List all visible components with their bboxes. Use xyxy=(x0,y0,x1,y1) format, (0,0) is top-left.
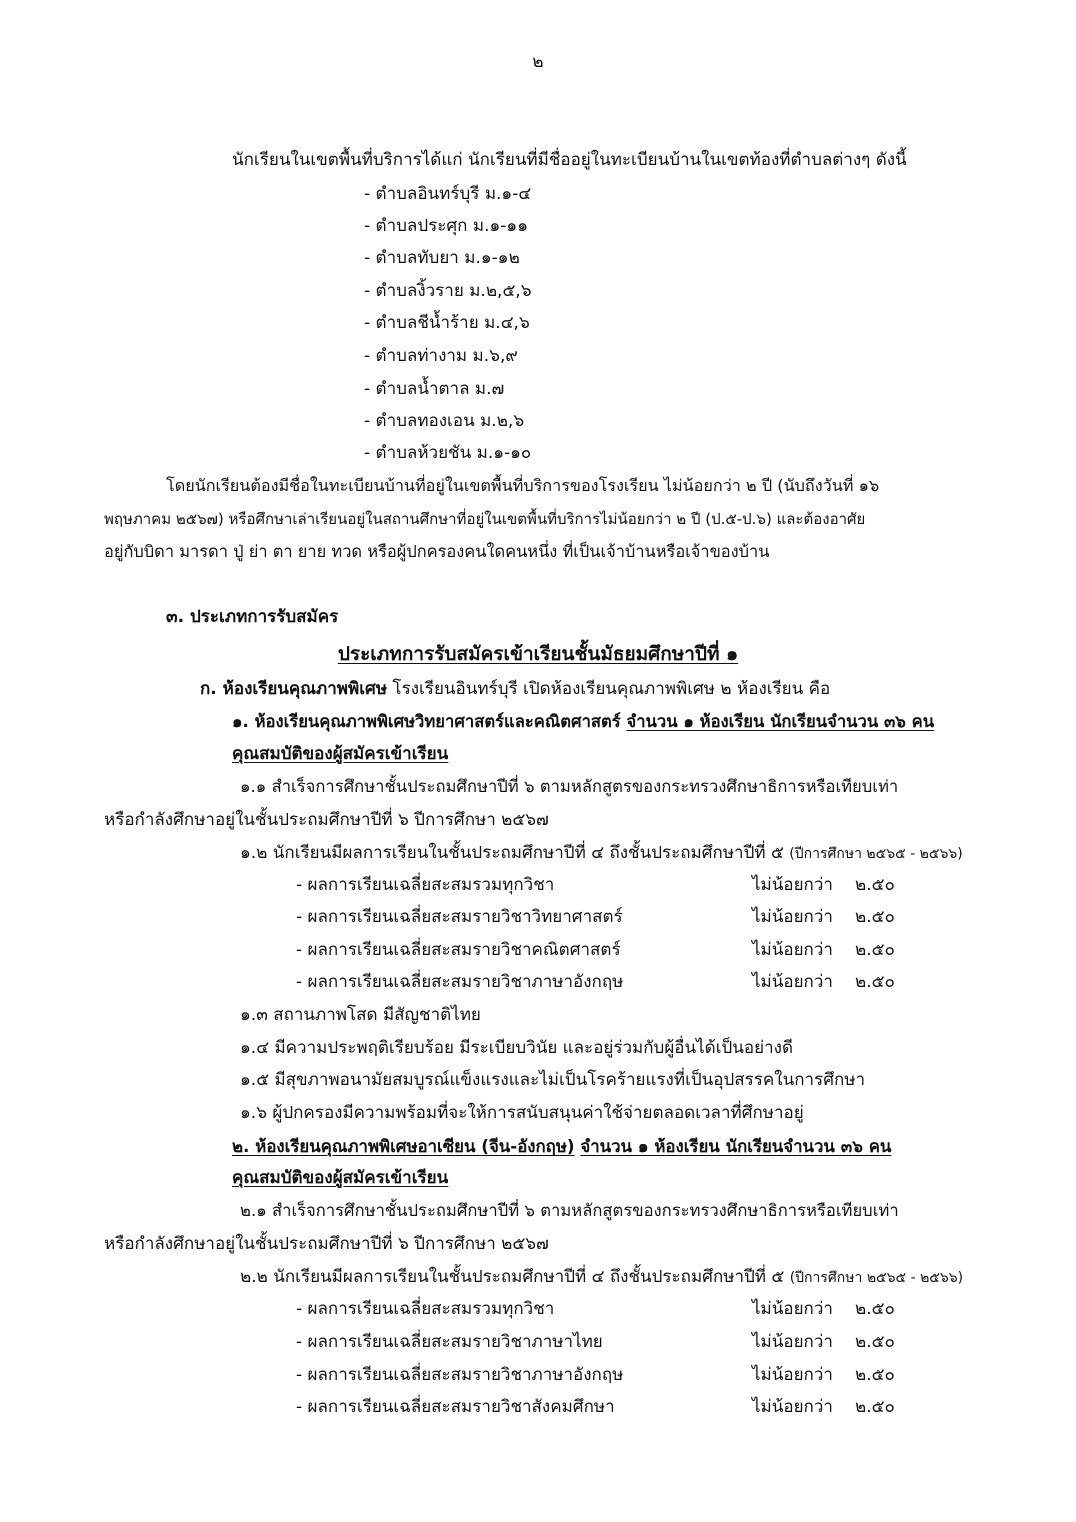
room2-title: ๒. ห้องเรียนคุณภาพพิเศษอาเซียน (จีน-อังกฤษ) xyxy=(232,1136,575,1156)
room1-q6: ๑.๖ ผู้ปกครองมีความพร้อมที่จะให้การสนับสนุนค่าใช้จ่ายตลอดเวลาที่ศึกษาอยู่ xyxy=(240,1103,804,1123)
grade-value: ๒.๕๐ xyxy=(855,907,895,927)
room2-q1-cont: หรือกำลังศึกษาอยู่ในชั้นประถมศึกษาปีที่ ๖ ปีการศึกษา ๒๕๖๗ xyxy=(104,1234,549,1254)
subdistrict-item: - ตำบลงิ้วราย ม.๒,๕,๖ xyxy=(364,281,532,301)
grade-value: ๒.๕๐ xyxy=(855,1332,895,1352)
room1-q1-cont: หรือกำลังศึกษาอยู่ในชั้นประถมศึกษาปีที่ ๖ ปีการศึกษา ๒๕๖๗ xyxy=(104,810,549,830)
grade-label: - ผลการเรียนเฉลี่ยสะสมรายวิชาภาษาอังกฤษ xyxy=(296,972,624,992)
room1-q3: ๑.๓ สถานภาพโสด มีสัญชาติไทย xyxy=(240,1005,481,1025)
subdistrict-item: - ตำบลทองเอน ม.๒,๖ xyxy=(364,411,525,431)
room2-heading xyxy=(232,1134,891,1158)
grade-minimum: ไม่น้อยกว่า xyxy=(752,1397,833,1417)
grade-value: ๒.๕๐ xyxy=(855,972,895,992)
grade-label: - ผลการเรียนเฉลี่ยสะสมรายวิชาวิทยาศาสตร์ xyxy=(296,907,623,927)
special-rooms-text: โรงเรียนอินทร์บุรี เปิดห้องเรียนคุณภาพพิเศษ ๒ ห้องเรียน คือ xyxy=(387,679,831,699)
grade-label: - ผลการเรียนเฉลี่ยสะสมรวมทุกวิชา xyxy=(296,875,555,895)
subdistrict-item: - ตำบลน้ำตาล ม.๗ xyxy=(364,379,505,399)
grade-minimum: ไม่น้อยกว่า xyxy=(752,1332,833,1352)
subdistrict-item: - ตำบลท่างาม ม.๖,๙ xyxy=(364,346,518,366)
grade-minimum: ไม่น้อยกว่า xyxy=(752,972,833,992)
grade-value: ๒.๕๐ xyxy=(855,1365,895,1385)
room2-qualifications-heading: คุณสมบัติของผู้สมัครเข้าเรียน xyxy=(232,1168,449,1188)
room1-title: ๑. ห้องเรียนคุณภาพพิเศษวิทยาศาสตร์และคณิตศาสตร์ xyxy=(232,712,621,731)
room2-q2-text: ๒.๒ นักเรียนมีผลการเรียนในชั้นประถมศึกษาปีที่ ๔ ถึงชั้นประถมศึกษาปีที่ ๕ xyxy=(240,1267,785,1287)
subdistrict-item: - ตำบลประศุก ม.๑-๑๑ xyxy=(364,216,528,236)
grade-value: ๒.๕๐ xyxy=(855,1299,895,1319)
room1-heading xyxy=(232,710,934,734)
room1-q2-text: ๑.๒ นักเรียนมีผลการเรียนในชั้นประถมศึกษาปีที่ ๔ ถึงชั้นประถมศึกษาปีที่ ๕ xyxy=(240,843,784,863)
room1-q1: ๑.๑ สำเร็จการศึกษาชั้นประถมศึกษาปีที่ ๖ ตามหลักสูตรของกระทรวงศึกษาธิการหรือเทียบเท่า xyxy=(240,777,899,796)
paragraph-line: โดยนักเรียนต้องมีชื่อในทะเบียนบ้านที่อยู่ในเขตพื้นที่บริการของโรงเรียน ไม่น้อยกว่า ๒ ปี (นับถึงวันที่ ๑๖ xyxy=(166,476,880,495)
section-title: ประเภทการรับสมัครเข้าเรียนชั้นมัธยมศึกษาปีที่ ๑ xyxy=(337,643,739,665)
room1-qualifications-heading: คุณสมบัติของผู้สมัครเข้าเรียน xyxy=(232,744,449,764)
service-area-intro: นักเรียนในเขตพื้นที่บริการได้แก่ นักเรียนที่มีชื่ออยู่ในทะเบียนบ้านในเขตท้องที่ตำบลต่างๆ ดังนี้ xyxy=(232,150,907,170)
paragraph-line: อยู่กับบิดา มารดา ปู่ ย่า ตา ยาย ทวด หรือผู้ปกครองคนใดคนหนึ่ง ที่เป็นเจ้าบ้านหรือเจ้าของบ้าน xyxy=(104,542,770,561)
subdistrict-item: - ตำบลอินทร์บุรี ม.๑-๔ xyxy=(364,184,532,204)
grade-minimum: ไม่น้อยกว่า xyxy=(752,1365,833,1385)
subdistrict-item: - ตำบลทับยา ม.๑-๑๒ xyxy=(364,248,520,268)
grade-label: - ผลการเรียนเฉลี่ยสะสมรายวิชาสังคมศึกษา xyxy=(296,1397,615,1417)
grade-label: - ผลการเรียนเฉลี่ยสะสมรายวิชาภาษาไทย xyxy=(296,1332,603,1352)
room2-q1: ๒.๑ สำเร็จการศึกษาชั้นประถมศึกษาปีที่ ๖ ตามหลักสูตรของกระทรวงศึกษาธิการหรือเทียบเท่า xyxy=(240,1201,899,1220)
grade-minimum: ไม่น้อยกว่า xyxy=(752,940,833,960)
grade-label: - ผลการเรียนเฉลี่ยสะสมรายวิชาภาษาอังกฤษ xyxy=(296,1365,624,1385)
grade-value: ๒.๕๐ xyxy=(855,1397,895,1417)
subdistrict-item: - ตำบลห้วยชัน ม.๑-๑๐ xyxy=(364,443,532,463)
room2-q2-note: (ปีการศึกษา ๒๕๖๕ - ๒๕๖๖) xyxy=(789,1270,964,1286)
grade-minimum: ไม่น้อยกว่า xyxy=(752,875,833,895)
grade-label: - ผลการเรียนเฉลี่ยสะสมรวมทุกวิชา xyxy=(296,1299,555,1319)
paragraph-line: พฤษภาคม ๒๕๖๗) หรือศึกษาเล่าเรียนอยู่ในสถานศึกษาที่อยู่ในเขตพื้นที่บริการไม่น้อยกว่า ๒ ปี (ป.๕-ป.๖) และต้องอาศัย xyxy=(104,510,866,528)
room2-q2 xyxy=(240,1265,963,1290)
special-rooms-label: ก. ห้องเรียนคุณภาพพิเศษ xyxy=(200,679,388,699)
room1-q5: ๑.๕ มีสุขภาพอนามัยสมบูรณ์แข็งแรงและไม่เป็นโรคร้ายแรงที่เป็นอุปสรรคในการศึกษา xyxy=(240,1070,866,1090)
room1-q2-note: (ปีการศึกษา ๒๕๖๕ - ๒๕๖๖) xyxy=(789,846,963,862)
grade-value: ๒.๕๐ xyxy=(855,875,895,895)
room1-q2 xyxy=(240,841,963,866)
grade-minimum: ไม่น้อยกว่า xyxy=(752,907,833,927)
room1-quota: จำนวน ๑ ห้องเรียน นักเรียนจำนวน ๓๖ คน xyxy=(626,712,935,731)
grade-label: - ผลการเรียนเฉลี่ยสะสมรายวิชาคณิตศาสตร์ xyxy=(296,940,621,960)
grade-value: ๒.๕๐ xyxy=(855,940,895,960)
room1-q4: ๑.๔ มีความประพฤติเรียบร้อย มีระเบียบวินัย และอยู่ร่วมกับผู้อื่นได้เป็นอย่างดี xyxy=(240,1038,793,1058)
grade-minimum: ไม่น้อยกว่า xyxy=(752,1299,833,1319)
room2-quota: จำนวน ๑ ห้องเรียน นักเรียนจำนวน ๓๖ คน xyxy=(580,1136,892,1156)
special-rooms-intro xyxy=(200,677,830,701)
page-number: ๒ xyxy=(532,52,544,72)
subdistrict-item: - ตำบลชีน้ำร้าย ม.๔,๖ xyxy=(364,313,530,333)
section-heading: ๓. ประเภทการรับสมัคร xyxy=(166,607,339,627)
